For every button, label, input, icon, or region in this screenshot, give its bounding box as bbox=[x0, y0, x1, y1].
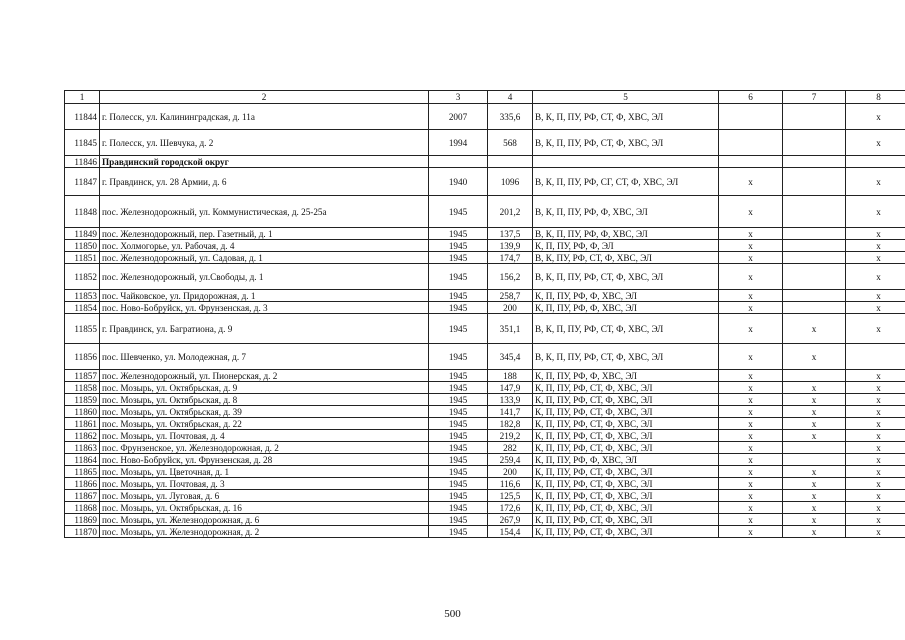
row-number-cell: 11867 bbox=[65, 490, 100, 502]
year-cell: 1945 bbox=[429, 502, 488, 514]
row-number-cell: 11860 bbox=[65, 406, 100, 418]
works-cell: К, П, ПУ, РФ, СТ, Ф, ХВС, ЭЛ bbox=[533, 478, 719, 490]
area-cell: 154,4 bbox=[488, 526, 533, 538]
mark-col7-cell: х bbox=[783, 382, 846, 394]
year-cell: 1945 bbox=[429, 394, 488, 406]
address-cell: пос. Мозырь, ул. Октябрьская, д. 39 bbox=[100, 406, 429, 418]
mark-col7-cell: х bbox=[783, 502, 846, 514]
works-cell: К, П, ПУ, РФ, Ф, ХВС, ЭЛ bbox=[533, 290, 719, 302]
mark-col7-cell bbox=[783, 290, 846, 302]
table-row bbox=[65, 344, 905, 370]
table-row bbox=[65, 466, 905, 478]
table-row bbox=[65, 104, 905, 130]
mark-col6-cell: х bbox=[719, 168, 783, 196]
year-cell: 1945 bbox=[429, 344, 488, 370]
row-number-cell: 11859 bbox=[65, 394, 100, 406]
year-cell: 1945 bbox=[429, 406, 488, 418]
table-row bbox=[65, 394, 905, 406]
works-cell: К, П, ПУ, РФ, СТ, Ф, ХВС, ЭЛ bbox=[533, 382, 719, 394]
year-cell: 1945 bbox=[429, 418, 488, 430]
row-number-cell: 11854 bbox=[65, 302, 100, 314]
mark-col7-cell bbox=[783, 156, 846, 168]
mark-col8-cell: х bbox=[846, 302, 905, 314]
mark-col6-cell: х bbox=[719, 302, 783, 314]
row-number-cell: 11846 bbox=[65, 156, 100, 168]
address-cell: пос. Мозырь, ул. Почтовая, д. 3 bbox=[100, 478, 429, 490]
year-cell: 1945 bbox=[429, 514, 488, 526]
row-number-cell: 11862 bbox=[65, 430, 100, 442]
col-header-3: 3 bbox=[429, 91, 488, 104]
mark-col8-cell: х bbox=[846, 430, 905, 442]
table-row bbox=[65, 264, 905, 290]
row-number-cell: 11850 bbox=[65, 240, 100, 252]
mark-col7-cell bbox=[783, 442, 846, 454]
mark-col8-cell: х bbox=[846, 514, 905, 526]
address-cell: пос. Ново-Бобруйск, ул. Фрунзенская, д. 28 bbox=[100, 454, 429, 466]
mark-col7-cell bbox=[783, 168, 846, 196]
table-row bbox=[65, 418, 905, 430]
table-row bbox=[65, 370, 905, 382]
mark-col7-cell bbox=[783, 104, 846, 130]
col-header-5: 5 bbox=[533, 91, 719, 104]
row-number-cell: 11857 bbox=[65, 370, 100, 382]
mark-col8-cell: х bbox=[846, 382, 905, 394]
housing-table bbox=[64, 90, 905, 538]
table-body bbox=[65, 104, 905, 538]
row-number-cell: 11864 bbox=[65, 454, 100, 466]
address-cell: пос. Мозырь, ул. Октябрьская, д. 22 bbox=[100, 418, 429, 430]
mark-col6-cell: х bbox=[719, 490, 783, 502]
mark-col6-cell bbox=[719, 104, 783, 130]
section-title-cell: Правдинский городской округ bbox=[100, 156, 429, 168]
row-number-cell: 11855 bbox=[65, 314, 100, 344]
works-cell: К, П, ПУ, РФ, СТ, Ф, ХВС, ЭЛ bbox=[533, 490, 719, 502]
works-cell: К, П, ПУ, РФ, Ф, ХВС, ЭЛ bbox=[533, 370, 719, 382]
mark-col8-cell: х bbox=[846, 394, 905, 406]
works-cell: В, К, ПУ, РФ, СТ, Ф, ХВС, ЭЛ bbox=[533, 252, 719, 264]
year-cell: 1945 bbox=[429, 430, 488, 442]
address-cell: пос. Железнодорожный, ул. Коммунистическая, д. 25-25а bbox=[100, 196, 429, 228]
mark-col8-cell: х bbox=[846, 130, 905, 156]
row-number-cell: 11849 bbox=[65, 228, 100, 240]
mark-col8-cell bbox=[846, 344, 905, 370]
area-cell: 335,6 bbox=[488, 104, 533, 130]
mark-col6-cell: х bbox=[719, 502, 783, 514]
mark-col6-cell: х bbox=[719, 252, 783, 264]
mark-col8-cell: х bbox=[846, 442, 905, 454]
mark-col7-cell bbox=[783, 252, 846, 264]
address-cell: пос. Железнодорожный, ул. Пионерская, д. 2 bbox=[100, 370, 429, 382]
table-row bbox=[65, 302, 905, 314]
mark-col8-cell: х bbox=[846, 252, 905, 264]
works-cell: К, П, ПУ, РФ, СТ, Ф, ХВС, ЭЛ bbox=[533, 406, 719, 418]
mark-col6-cell: х bbox=[719, 394, 783, 406]
mark-col6-cell: х bbox=[719, 454, 783, 466]
document-sheet bbox=[64, 90, 881, 538]
table-row bbox=[65, 526, 905, 538]
mark-col6-cell: х bbox=[719, 442, 783, 454]
year-cell: 1945 bbox=[429, 382, 488, 394]
year-cell: 1945 bbox=[429, 302, 488, 314]
address-cell: пос. Мозырь, ул. Цветочная, д. 1 bbox=[100, 466, 429, 478]
table-row bbox=[65, 490, 905, 502]
row-number-cell: 11853 bbox=[65, 290, 100, 302]
area-cell: 200 bbox=[488, 466, 533, 478]
address-cell: пос. Шевченко, ул. Молодежная, д. 7 bbox=[100, 344, 429, 370]
address-cell: пос. Железнодорожный, ул.Свободы, д. 1 bbox=[100, 264, 429, 290]
address-cell: г. Полесск, ул. Калининградская, д. 11а bbox=[100, 104, 429, 130]
mark-col8-cell: х bbox=[846, 490, 905, 502]
area-cell bbox=[488, 156, 533, 168]
mark-col7-cell bbox=[783, 264, 846, 290]
works-cell: К, П, ПУ, РФ, СТ, Ф, ХВС, ЭЛ bbox=[533, 502, 719, 514]
year-cell: 2007 bbox=[429, 104, 488, 130]
mark-col6-cell: х bbox=[719, 526, 783, 538]
year-cell: 1945 bbox=[429, 370, 488, 382]
address-cell: г. Полесск, ул. Шевчука, д. 2 bbox=[100, 130, 429, 156]
mark-col8-cell: х bbox=[846, 168, 905, 196]
area-cell: 172,6 bbox=[488, 502, 533, 514]
area-cell: 139,9 bbox=[488, 240, 533, 252]
mark-col6-cell: х bbox=[719, 382, 783, 394]
table-row bbox=[65, 442, 905, 454]
mark-col8-cell: х bbox=[846, 264, 905, 290]
mark-col8-cell: х bbox=[846, 314, 905, 344]
area-cell: 200 bbox=[488, 302, 533, 314]
col-header-6: 6 bbox=[719, 91, 783, 104]
area-cell: 1096 bbox=[488, 168, 533, 196]
row-number-cell: 11870 bbox=[65, 526, 100, 538]
mark-col7-cell: х bbox=[783, 394, 846, 406]
year-cell bbox=[429, 156, 488, 168]
table-row bbox=[65, 478, 905, 490]
address-cell: пос. Мозырь, ул. Октябрьская, д. 8 bbox=[100, 394, 429, 406]
mark-col8-cell: х bbox=[846, 502, 905, 514]
year-cell: 1945 bbox=[429, 454, 488, 466]
row-number-cell: 11866 bbox=[65, 478, 100, 490]
mark-col7-cell: х bbox=[783, 466, 846, 478]
area-cell: 282 bbox=[488, 442, 533, 454]
mark-col6-cell: х bbox=[719, 406, 783, 418]
table-row bbox=[65, 382, 905, 394]
row-number-cell: 11868 bbox=[65, 502, 100, 514]
row-number-cell: 11844 bbox=[65, 104, 100, 130]
mark-col7-cell: х bbox=[783, 344, 846, 370]
works-cell: В, К, П, ПУ, РФ, СТ, Ф, ХВС, ЭЛ bbox=[533, 104, 719, 130]
works-cell: В, К, П, ПУ, РФ, Ф, ХВС, ЭЛ bbox=[533, 228, 719, 240]
col-header-1: 1 bbox=[65, 91, 100, 104]
table-row bbox=[65, 454, 905, 466]
mark-col6-cell: х bbox=[719, 240, 783, 252]
year-cell: 1945 bbox=[429, 526, 488, 538]
address-cell: пос. Фрунзенское, ул. Железнодорожная, д. 2 bbox=[100, 442, 429, 454]
works-cell: К, П, ПУ, РФ, СТ, Ф, ХВС, ЭЛ bbox=[533, 466, 719, 478]
row-number-cell: 11869 bbox=[65, 514, 100, 526]
works-cell: В, К, П, ПУ, РФ, СТ, Ф, ХВС, ЭЛ bbox=[533, 264, 719, 290]
address-cell: пос. Мозырь, ул. Октябрьская, д. 16 bbox=[100, 502, 429, 514]
mark-col8-cell: х bbox=[846, 104, 905, 130]
address-cell: пос. Мозырь, ул. Луговая, д. 6 bbox=[100, 490, 429, 502]
address-cell: г. Правдинск, ул. Багратиона, д. 9 bbox=[100, 314, 429, 344]
mark-col6-cell: х bbox=[719, 418, 783, 430]
works-cell: К, П, ПУ, РФ, Ф, ХВС, ЭЛ bbox=[533, 302, 719, 314]
table-row bbox=[65, 196, 905, 228]
works-cell: В, К, П, ПУ, РФ, СТ, Ф, ХВС, ЭЛ bbox=[533, 344, 719, 370]
mark-col6-cell: х bbox=[719, 466, 783, 478]
mark-col8-cell: х bbox=[846, 478, 905, 490]
area-cell: 258,7 bbox=[488, 290, 533, 302]
mark-col8-cell: х bbox=[846, 466, 905, 478]
row-number-cell: 11847 bbox=[65, 168, 100, 196]
works-cell bbox=[533, 156, 719, 168]
table-row bbox=[65, 290, 905, 302]
year-cell: 1945 bbox=[429, 466, 488, 478]
mark-col6-cell: х bbox=[719, 314, 783, 344]
address-cell: пос. Ново-Бобруйск, ул. Фрунзенская, д. 3 bbox=[100, 302, 429, 314]
table-row bbox=[65, 430, 905, 442]
mark-col7-cell bbox=[783, 240, 846, 252]
mark-col8-cell: х bbox=[846, 454, 905, 466]
col-header-2: 2 bbox=[100, 91, 429, 104]
table-row bbox=[65, 314, 905, 344]
area-cell: 219,2 bbox=[488, 430, 533, 442]
mark-col8-cell: х bbox=[846, 196, 905, 228]
row-number-cell: 11863 bbox=[65, 442, 100, 454]
row-number-cell: 11852 bbox=[65, 264, 100, 290]
year-cell: 1945 bbox=[429, 442, 488, 454]
mark-col8-cell: х bbox=[846, 370, 905, 382]
mark-col7-cell: х bbox=[783, 514, 846, 526]
mark-col6-cell bbox=[719, 130, 783, 156]
row-number-cell: 11856 bbox=[65, 344, 100, 370]
row-number-cell: 11851 bbox=[65, 252, 100, 264]
section-row bbox=[65, 156, 905, 168]
area-cell: 137,5 bbox=[488, 228, 533, 240]
mark-col6-cell: х bbox=[719, 264, 783, 290]
works-cell: В, К, П, ПУ, РФ, СГ, СТ, Ф, ХВС, ЭЛ bbox=[533, 168, 719, 196]
area-cell: 133,9 bbox=[488, 394, 533, 406]
year-cell: 1994 bbox=[429, 130, 488, 156]
col-header-7: 7 bbox=[783, 91, 846, 104]
mark-col7-cell: х bbox=[783, 490, 846, 502]
address-cell: пос. Мозырь, ул. Октябрьская, д. 9 bbox=[100, 382, 429, 394]
works-cell: В, К, П, ПУ, РФ, СТ, Ф, ХВС, ЭЛ bbox=[533, 130, 719, 156]
area-cell: 259,4 bbox=[488, 454, 533, 466]
area-cell: 568 bbox=[488, 130, 533, 156]
year-cell: 1940 bbox=[429, 168, 488, 196]
works-cell: К, П, ПУ, РФ, СТ, Ф, ХВС, ЭЛ bbox=[533, 514, 719, 526]
mark-col7-cell bbox=[783, 228, 846, 240]
mark-col8-cell: х bbox=[846, 228, 905, 240]
table-row bbox=[65, 240, 905, 252]
mark-col8-cell: х bbox=[846, 526, 905, 538]
mark-col7-cell bbox=[783, 196, 846, 228]
mark-col7-cell: х bbox=[783, 430, 846, 442]
area-cell: 182,8 bbox=[488, 418, 533, 430]
area-cell: 188 bbox=[488, 370, 533, 382]
mark-col7-cell bbox=[783, 130, 846, 156]
mark-col8-cell: х bbox=[846, 418, 905, 430]
mark-col7-cell bbox=[783, 454, 846, 466]
mark-col6-cell: х bbox=[719, 370, 783, 382]
row-number-cell: 11865 bbox=[65, 466, 100, 478]
area-cell: 141,7 bbox=[488, 406, 533, 418]
mark-col6-cell: х bbox=[719, 478, 783, 490]
address-cell: пос. Чайковское, ул. Придорожная, д. 1 bbox=[100, 290, 429, 302]
works-cell: К, П, ПУ, РФ, Ф, ЭЛ bbox=[533, 240, 719, 252]
table-row bbox=[65, 228, 905, 240]
row-number-cell: 11861 bbox=[65, 418, 100, 430]
area-cell: 351,1 bbox=[488, 314, 533, 344]
address-cell: пос. Мозырь, ул. Железнодорожная, д. 6 bbox=[100, 514, 429, 526]
works-cell: В, К, П, ПУ, РФ, Ф, ХВС, ЭЛ bbox=[533, 196, 719, 228]
mark-col7-cell: х bbox=[783, 406, 846, 418]
works-cell: К, П, ПУ, РФ, Ф, ХВС, ЭЛ bbox=[533, 454, 719, 466]
table-row bbox=[65, 502, 905, 514]
row-number-cell: 11848 bbox=[65, 196, 100, 228]
works-cell: К, П, ПУ, РФ, СТ, Ф, ХВС, ЭЛ bbox=[533, 418, 719, 430]
year-cell: 1945 bbox=[429, 252, 488, 264]
address-cell: пос. Железнодорожный, пер. Газетный, д. 1 bbox=[100, 228, 429, 240]
area-cell: 345,4 bbox=[488, 344, 533, 370]
address-cell: пос. Мозырь, ул. Почтовая, д. 4 bbox=[100, 430, 429, 442]
address-cell: пос. Холмогорье, ул. Рабочая, д. 4 bbox=[100, 240, 429, 252]
year-cell: 1945 bbox=[429, 240, 488, 252]
mark-col7-cell bbox=[783, 370, 846, 382]
mark-col7-cell: х bbox=[783, 478, 846, 490]
mark-col7-cell bbox=[783, 302, 846, 314]
area-cell: 125,5 bbox=[488, 490, 533, 502]
area-cell: 116,6 bbox=[488, 478, 533, 490]
mark-col6-cell: х bbox=[719, 228, 783, 240]
year-cell: 1945 bbox=[429, 478, 488, 490]
area-cell: 201,2 bbox=[488, 196, 533, 228]
area-cell: 174,7 bbox=[488, 252, 533, 264]
mark-col6-cell: х bbox=[719, 514, 783, 526]
table-row bbox=[65, 514, 905, 526]
area-cell: 267,9 bbox=[488, 514, 533, 526]
mark-col8-cell: х bbox=[846, 240, 905, 252]
mark-col7-cell: х bbox=[783, 418, 846, 430]
col-header-4: 4 bbox=[488, 91, 533, 104]
table-row bbox=[65, 168, 905, 196]
works-cell: К, П, ПУ, РФ, СТ, Ф, ХВС, ЭЛ bbox=[533, 430, 719, 442]
mark-col7-cell: х bbox=[783, 314, 846, 344]
mark-col6-cell bbox=[719, 156, 783, 168]
mark-col7-cell: х bbox=[783, 526, 846, 538]
address-cell: г. Правдинск, ул. 28 Армии, д. 6 bbox=[100, 168, 429, 196]
year-cell: 1945 bbox=[429, 490, 488, 502]
mark-col6-cell: х bbox=[719, 430, 783, 442]
table-row bbox=[65, 406, 905, 418]
area-cell: 156,2 bbox=[488, 264, 533, 290]
works-cell: К, П, ПУ, РФ, СТ, Ф, ХВС, ЭЛ bbox=[533, 394, 719, 406]
mark-col8-cell bbox=[846, 156, 905, 168]
year-cell: 1945 bbox=[429, 314, 488, 344]
mark-col6-cell: х bbox=[719, 290, 783, 302]
table-row bbox=[65, 252, 905, 264]
mark-col6-cell: х bbox=[719, 196, 783, 228]
page-number: 500 bbox=[444, 608, 461, 620]
year-cell: 1945 bbox=[429, 264, 488, 290]
row-number-cell: 11845 bbox=[65, 130, 100, 156]
year-cell: 1945 bbox=[429, 290, 488, 302]
mark-col8-cell: х bbox=[846, 406, 905, 418]
works-cell: К, П, ПУ, РФ, СТ, Ф, ХВС, ЭЛ bbox=[533, 526, 719, 538]
address-cell: пос. Железнодорожный, ул. Садовая, д. 1 bbox=[100, 252, 429, 264]
area-cell: 147,9 bbox=[488, 382, 533, 394]
header-row bbox=[65, 91, 905, 104]
works-cell: К, П, ПУ, РФ, СТ, Ф, ХВС, ЭЛ bbox=[533, 442, 719, 454]
row-number-cell: 11858 bbox=[65, 382, 100, 394]
table-row bbox=[65, 130, 905, 156]
works-cell: В, К, П, ПУ, РФ, СТ, Ф, ХВС, ЭЛ bbox=[533, 314, 719, 344]
mark-col8-cell: х bbox=[846, 290, 905, 302]
year-cell: 1945 bbox=[429, 228, 488, 240]
year-cell: 1945 bbox=[429, 196, 488, 228]
address-cell: пос. Мозырь, ул. Железнодорожная, д. 2 bbox=[100, 526, 429, 538]
mark-col6-cell: х bbox=[719, 344, 783, 370]
col-header-8: 8 bbox=[846, 91, 905, 104]
